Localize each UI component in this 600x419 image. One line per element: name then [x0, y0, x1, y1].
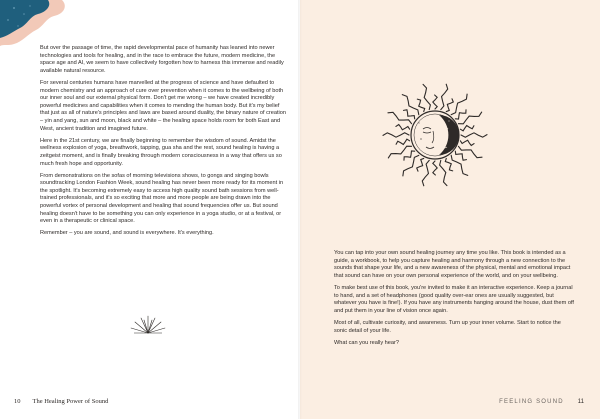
sun-ray	[433, 161, 437, 175]
right-body-text	[334, 250, 574, 352]
sun-ray	[451, 94, 467, 115]
sun-ray	[383, 133, 409, 137]
page-number: 11	[577, 399, 584, 405]
sun-moon-face-icon	[380, 80, 490, 190]
sunburst-icon	[128, 312, 168, 334]
right-page	[300, 0, 600, 419]
sun-ray	[441, 84, 448, 109]
sun-ray	[403, 155, 419, 176]
sun-ray	[396, 139, 410, 144]
running-title: The Healing Power of Sound	[32, 398, 109, 405]
sun-ray	[460, 140, 474, 145]
right-folio	[499, 399, 584, 405]
sun-ray	[422, 160, 429, 185]
sun-ray	[417, 99, 424, 111]
paragraph: From demonstrations on the sofas of morning televisions shows, to gongs and singing bowls soundtracking London Fashion Week, sound healing has never been more ready for its moment in the spotlight. It's becoming extremely easy to access high quality sound bath sessions from well-trained professionals, and it's so exciting that more and more people are being drawn into the powerful vortex of personal development and healing that sound frequencies offer us. But sound healing doesn't have to be something you can only experience in a yoga studio, or at a festival, or even in a therapeutic or clinical space.	[40, 172, 284, 225]
sun-ray	[455, 151, 466, 160]
paragraph: Most of all, cultivate curiosity, and awareness. Turn up your inner volume. Start to notice the sonic detail of your life.	[334, 319, 561, 334]
sun-ray	[403, 110, 414, 119]
sun-ray	[396, 125, 410, 130]
sun-ray	[423, 84, 430, 109]
sun-ray	[445, 158, 452, 170]
sun-ray	[402, 95, 419, 115]
sun-ray	[433, 95, 437, 109]
paragraph: To make best use of this book, you're invited to make it an interactive experience. Keep a journal to hand, and a set of headphones (good quality over-ear ones are usually suggested, but whatever you have is fine!). If you have any instruments hanging around the house, dust them off and put them in your line of vision once again.	[334, 284, 574, 314]
sun-ray	[455, 110, 466, 119]
sun-ray	[461, 133, 487, 137]
running-title: FEELING SOUND	[499, 399, 564, 405]
sun-ray	[440, 160, 447, 185]
paragraph: Here in the 21st century, we are finally beginning to remember the wisdom of sound. Amidst the wellness explosion of yoga, breathwork, tapping, gua sha and the rest, sound healing is having a zeitgeist moment, and is finally breaking through modern consciousness in a way that offers us so much fresh hope and opportunity.	[40, 137, 282, 167]
sun-ray	[460, 126, 474, 131]
paragraph: Remember – you are sound, and sound is everywhere. It's everything.	[40, 230, 214, 237]
paragraph: What can you really hear?	[334, 339, 399, 346]
sun-ray	[417, 158, 424, 171]
sun-ray	[451, 155, 468, 175]
sun-ray	[404, 151, 415, 160]
left-body-text	[40, 45, 286, 243]
sun-ray	[458, 112, 481, 124]
paragraph: But over the passage of time, the rapid developmental pace of humanity has leaned into newer technologies and tools for healing, and in the race to embrace the future, modern medicine, the space age and AI, we seem to have collectively forgotten how to harness this immense and readily available natural resource.	[40, 45, 284, 74]
sun-ray	[446, 99, 453, 112]
left-folio	[14, 398, 108, 405]
page-number: 10	[14, 398, 21, 405]
gutter-shadow	[298, 0, 302, 419]
sun-ray	[388, 146, 411, 158]
paragraph: You can tap into your own sound healing journey any time you like. This book is intended as a guide, a workbook, to help you capture healing and harmony through a new connection to the sounds that shape your life, and a new awareness of the physical, mental and emotional impact that sound can have on your own personal experience of the world, and on your wellbeing.	[334, 250, 571, 279]
paragraph: For several centuries humans have marvelled at the progress of science and have defaulted to modern chemistry and an approach of cure over prevention when it comes to the wellbeing of both our inner soul and our external physical form. Don't get me wrong – we have created incredibly powerful medicines and capabilities when it comes to mending the human body. But it's my belief that just as all of nature's principles and laws are based around duality, the binary nature of creation – yin and yang, sun and moon, black and white – the healing space holds room for both East and West, ancient tradition and imagined future.	[40, 79, 286, 132]
